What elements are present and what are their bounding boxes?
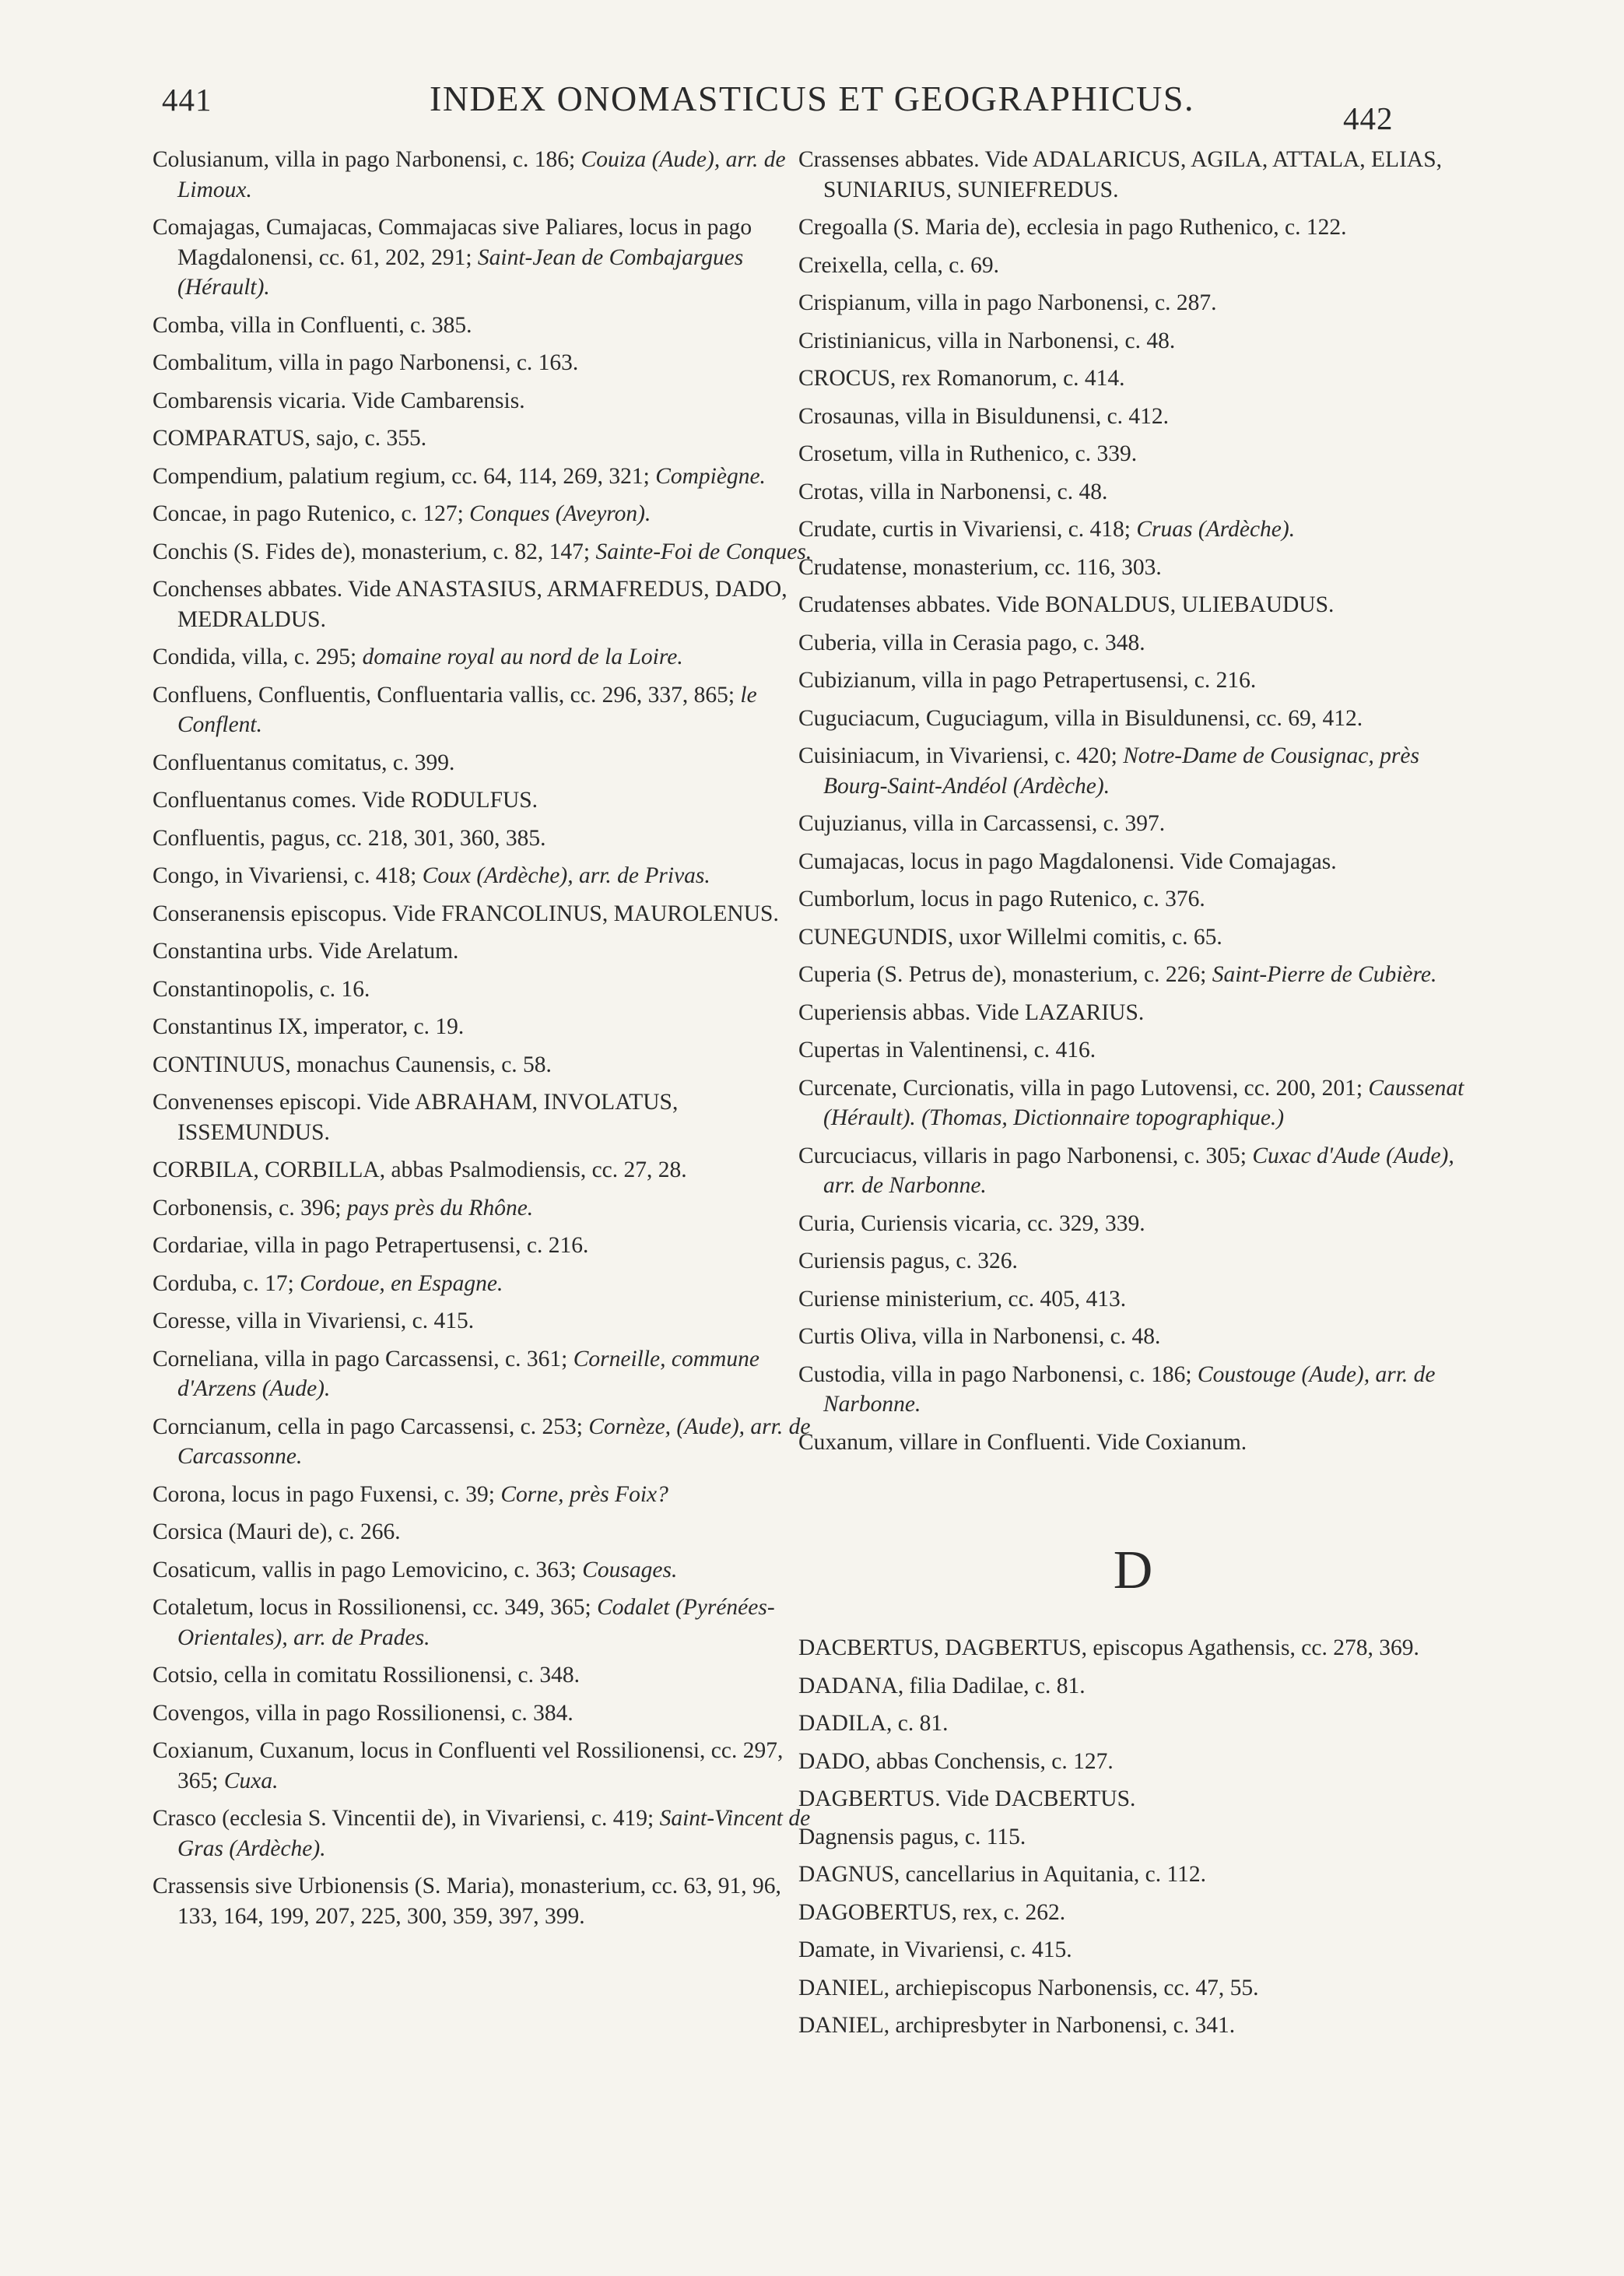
entry-text: Coresse, villa in Vivariensi, c. 415.: [153, 1308, 475, 1333]
section-letter-d: D: [1113, 1540, 1153, 1600]
index-entry: [798, 402, 1468, 432]
entry-text: Cristinianicus, villa in Narbonensi, c. 48.: [798, 328, 1176, 353]
entry-text: COMPARATUS, sajo, c. 355.: [153, 426, 427, 451]
page-number-right: 442: [1343, 100, 1394, 136]
index-entry: [153, 748, 814, 778]
index-entry: [153, 348, 814, 378]
entry-text: Confluens, Confluentis, Confluentaria vallis, cc. 296, 337, 865;: [153, 682, 735, 708]
index-entry: [153, 499, 814, 529]
index-entry: [798, 1141, 1468, 1201]
index-entry: [798, 1633, 1468, 1663]
page-number-left: 441: [162, 82, 212, 118]
entry-text: Cosaticum, vallis in pago Lemovicino, c. 363;: [153, 1557, 577, 1582]
entry-locality: Coux (Ardèche), arr. de Privas.: [422, 863, 710, 888]
index-entry: [798, 590, 1468, 620]
entry-locality: Notre-Dame de Cousignac, près Bourg-Saint-Andéol (Ardèche).: [823, 743, 1419, 799]
index-entry: [798, 288, 1468, 318]
index-entry: [798, 922, 1468, 953]
entry-text: DAGBERTUS. Vide DACBERTUS.: [798, 1786, 1136, 1811]
entry-text: CORBILA, CORBILLA, abbas Psalmodiensis, cc. 27, 28.: [153, 1157, 687, 1182]
entry-text: Crosaunas, villa in Bisuldunensi, c. 412.: [798, 403, 1170, 429]
entry-text: Cuperiensis abbas. Vide LAZARIUS.: [798, 999, 1145, 1025]
entry-locality: Cuxac d'Aude (Aude), arr. de Narbonne.: [823, 1143, 1454, 1198]
entry-text: Cuberia, villa in Cerasia pago, c. 348.: [798, 630, 1145, 655]
entry-locality: Compiègne.: [655, 463, 766, 489]
entry-text: Covengos, villa in pago Rossilionensi, c. 384.: [153, 1700, 573, 1726]
entry-text: Confluentanus comitatus, c. 399.: [153, 750, 455, 775]
entry-text: Corduba, c. 17;: [153, 1270, 294, 1296]
index-entry: [798, 477, 1468, 508]
entry-text: Conchis (S. Fides de), monasterium, c. 82, 147;: [153, 539, 591, 564]
entry-text: Curcuciacus, villaris in pago Narbonensi, c. 305;: [798, 1143, 1247, 1168]
index-entry: [798, 1246, 1468, 1277]
entry-text: Curiense ministerium, cc. 405, 413.: [798, 1286, 1127, 1312]
entry-text: Convenenses episcopi. Vide ABRAHAM, INVOLATUS, ISSEMUNDUS.: [153, 1090, 679, 1145]
index-entry: [798, 1284, 1468, 1315]
index-entry: [153, 574, 814, 634]
index-entry: [798, 326, 1468, 357]
entry-text: Crassensis sive Urbionensis (S. Maria), monasterium, cc. 63, 91, 96, 133, 164, 199, 207, 225, 300, 359, 397, 399.: [153, 1874, 781, 1929]
index-entry: [153, 975, 814, 1005]
entry-text: CROCUS, rex Romanorum, c. 414.: [798, 366, 1125, 391]
entry-locality: pays près du Rhône.: [346, 1195, 534, 1221]
index-entry: [798, 704, 1468, 734]
entry-locality: Cousages.: [582, 1557, 678, 1582]
index-entry: [153, 1087, 814, 1147]
entry-text: Creixella, cella, c. 69.: [798, 252, 1000, 278]
index-entry: [153, 1660, 814, 1691]
index-entry: [798, 847, 1468, 877]
index-entry: [153, 1050, 814, 1080]
index-entry: [798, 1973, 1468, 2004]
entry-text: Damate, in Vivariensi, c. 415.: [798, 1937, 1072, 1962]
entry-locality: Corne, près Foix?: [500, 1481, 668, 1507]
entry-locality: Cordoue, en Espagne.: [300, 1270, 503, 1296]
index-entry: [798, 1822, 1468, 1853]
index-entry: [798, 1935, 1468, 1965]
index-entry: [798, 1322, 1468, 1352]
entry-locality: Coustouge (Aude), arr. de Narbonne.: [823, 1361, 1436, 1417]
entry-text: Corsica (Mauri de), c. 266.: [153, 1519, 401, 1544]
index-entry: [153, 462, 814, 492]
entry-text: Cuisiniacum, in Vivariensi, c. 420;: [798, 743, 1117, 768]
index-entry: [798, 809, 1468, 839]
entry-text: Corneliana, villa in pago Carcassensi, c. 361;: [153, 1346, 568, 1372]
entry-locality: Cruas (Ardèche).: [1136, 517, 1296, 542]
entry-text: Crudatenses abbates. Vide BONALDUS, ULIEBAUDUS.: [798, 592, 1335, 617]
index-entry: [798, 628, 1468, 659]
index-entry: [798, 1209, 1468, 1239]
index-entry: [153, 1593, 814, 1653]
entry-text: Cotaletum, locus in Rossilionensi, cc. 349, 365;: [153, 1595, 591, 1620]
entry-locality: Saint-Vincent de Gras (Ardèche).: [177, 1806, 811, 1861]
index-entry: [153, 1804, 814, 1863]
index-entry: [798, 1428, 1468, 1458]
entry-text: DACBERTUS, DAGBERTUS, episcopus Agathensis, cc. 278, 369.: [798, 1635, 1419, 1660]
entry-locality: Caussenat (Hérault). (Thomas, Dictionnaire topographique.): [823, 1075, 1464, 1130]
index-entry: [153, 1269, 814, 1299]
entry-text: Crassenses abbates. Vide ADALARICUS, AGILA, ATTALA, ELIAS, SUNIARIUS, SUNIEFREDUS.: [798, 147, 1442, 202]
entry-text: Custodia, villa in pago Narbonensi, c. 186;: [798, 1361, 1192, 1387]
index-entry: [153, 785, 814, 816]
entry-text: Comba, villa in Confluenti, c. 385.: [153, 312, 472, 338]
entry-text: DANIEL, archipresbyter in Narbonensi, c. 341.: [798, 2013, 1236, 2038]
index-entry: [798, 1035, 1468, 1066]
index-entry: [798, 145, 1468, 205]
index-entry: [153, 1517, 814, 1547]
index-entry: [798, 666, 1468, 696]
entry-locality: Conques (Aveyron).: [469, 501, 651, 526]
index-entry: [153, 386, 814, 416]
index-entry: [798, 212, 1468, 243]
index-entry: [153, 537, 814, 567]
index-entry: [153, 311, 814, 341]
entry-text: Cuguciacum, Cuguciagum, villa in Bisuldunensi, cc. 69, 412.: [798, 705, 1363, 731]
index-entry: [798, 884, 1468, 915]
entry-text: Colusianum, villa in pago Narbonensi, c. 186;: [153, 147, 576, 172]
entry-text: DAGNUS, cancellarius in Aquitania, c. 112.: [798, 1862, 1207, 1887]
entry-text: Constantinopolis, c. 16.: [153, 976, 370, 1002]
index-entry: [153, 1698, 814, 1729]
entry-text: Cumborlum, locus in pago Rutenico, c. 376.: [798, 887, 1205, 911]
entry-locality: Cuxa.: [223, 1768, 279, 1793]
index-entry: [153, 1344, 814, 1404]
index-entry: [798, 1784, 1468, 1814]
entry-text: DADO, abbas Conchensis, c. 127.: [798, 1748, 1114, 1774]
index-entry: [798, 1747, 1468, 1777]
index-entry: [798, 1709, 1468, 1739]
entry-text: Conchenses abbates. Vide ANASTASIUS, ARMAFREDUS, DADO, MEDRALDUS.: [153, 577, 787, 632]
index-entry: [153, 936, 814, 967]
entry-locality: Sainte-Foi de Conques.: [595, 539, 812, 564]
entry-text: DADANA, filia Dadilae, c. 81.: [798, 1673, 1086, 1698]
entry-text: Crasco (ecclesia S. Vincentii de), in Vivariensi, c. 419;: [153, 1806, 654, 1831]
entry-text: Corona, locus in pago Fuxensi, c. 39;: [153, 1481, 495, 1507]
index-entry: [798, 515, 1468, 545]
entry-text: Cotsio, cella in comitatu Rossilionensi, c. 348.: [153, 1663, 580, 1688]
right-column-d: [798, 1633, 1468, 2049]
entry-text: Comajagas, Cumajacas, Commajacas sive Paliares, locus in pago Magdalonensi, cc. 61, 202, 291;: [153, 215, 752, 270]
entry-text: Cregoalla (S. Maria de), ecclesia in pago Ruthenico, c. 122.: [798, 215, 1347, 240]
page-title: INDEX ONOMASTICUS ET GEOGRAPHICUS.: [430, 79, 1194, 118]
entry-locality: Saint-Pierre de Cubière.: [1212, 962, 1437, 987]
index-entry: [798, 1671, 1468, 1702]
index-entry: [798, 1360, 1468, 1420]
entry-text: Cupertas in Valentinensi, c. 416.: [798, 1038, 1096, 1062]
entry-text: Crotas, villa in Narbonensi, c. 48.: [798, 479, 1108, 504]
entry-text: Constantina urbs. Vide Arelatum.: [153, 939, 459, 964]
index-entry: [798, 251, 1468, 281]
entry-text: Curtis Oliva, villa in Narbonensi, c. 48.: [798, 1324, 1161, 1349]
index-entry: [153, 1306, 814, 1336]
entry-text: Combarensis vicaria. Vide Cambarensis.: [153, 388, 525, 413]
entry-text: Coxianum, Cuxanum, locus in Confluenti vel Rossilionensi, cc. 297, 365;: [153, 1738, 784, 1793]
index-entry: [153, 680, 814, 740]
entry-text: Confluentis, pagus, cc. 218, 301, 360, 385.: [153, 825, 546, 851]
index-entry: [798, 364, 1468, 394]
index-entry: [153, 861, 814, 891]
entry-text: CUNEGUNDIS, uxor Willelmi comitis, c. 65.: [798, 924, 1222, 950]
index-entry: [798, 1898, 1468, 1928]
index-entry: [798, 960, 1468, 990]
index-entry: [798, 998, 1468, 1028]
index-entry: [798, 1073, 1468, 1133]
entry-text: Cuperia (S. Petrus de), monasterium, c. 226;: [798, 962, 1207, 987]
entry-text: Cuxanum, villare in Confluenti. Vide Coxianum.: [798, 1429, 1247, 1455]
index-entry: [153, 1231, 814, 1261]
entry-locality: Codalet (Pyrénées-Orientales), arr. de Prades.: [177, 1595, 775, 1650]
entry-text: Condida, villa, c. 295;: [153, 645, 357, 669]
right-column: [798, 145, 1468, 1465]
entry-text: Cubizianum, villa in pago Petrapertusensi, c. 216.: [798, 668, 1257, 693]
entry-text: Dagnensis pagus, c. 115.: [798, 1824, 1026, 1849]
entry-text: DAGOBERTUS, rex, c. 262.: [798, 1899, 1066, 1925]
index-entry: [798, 439, 1468, 469]
entry-text: Compendium, palatium regium, cc. 64, 114, 269, 321;: [153, 463, 650, 489]
index-entry: [153, 1555, 814, 1586]
index-entry: [153, 1480, 814, 1510]
entry-locality: Couiza (Aude), arr. de Limoux.: [177, 147, 786, 202]
entry-text: Cumajacas, locus in pago Magdalonensi. Vide Comajagas.: [798, 848, 1337, 874]
index-entry: [153, 145, 814, 205]
entry-locality: le Conflent.: [177, 682, 757, 737]
index-entry: [153, 212, 814, 303]
index-entry: [153, 1871, 814, 1931]
entry-text: CONTINUUS, monachus Caunensis, c. 58.: [153, 1052, 552, 1077]
index-entry: [153, 642, 814, 673]
index-entry: [153, 824, 814, 854]
entry-text: DADILA, c. 81.: [798, 1711, 949, 1736]
entry-text: Confluentanus comes. Vide RODULFUS.: [153, 788, 538, 813]
entry-text: Corbonensis, c. 396;: [153, 1195, 342, 1221]
entry-text: DANIEL, archiepiscopus Narbonensis, cc. 47, 55.: [798, 1975, 1259, 2000]
entry-text: Curcenate, Curcionatis, villa in pago Lutovensi, cc. 200, 201;: [798, 1075, 1363, 1101]
entry-text: Curia, Curiensis vicaria, cc. 329, 339.: [798, 1210, 1145, 1236]
entry-text: Crudate, curtis in Vivariensi, c. 418;: [798, 517, 1131, 542]
index-entry: [153, 423, 814, 454]
index-entry: [153, 899, 814, 929]
entry-text: Crosetum, villa in Ruthenico, c. 339.: [798, 441, 1138, 466]
index-entry: [153, 1736, 814, 1796]
entry-text: Constantinus IX, imperator, c. 19.: [153, 1014, 465, 1039]
left-column: [153, 145, 814, 1939]
index-entry: [153, 1155, 814, 1185]
index-entry: [798, 741, 1468, 801]
index-entry: [798, 2011, 1468, 2041]
entry-text: Conseranensis episcopus. Vide FRANCOLINUS, MAUROLENUS.: [153, 901, 779, 926]
entry-text: Corncianum, cella in pago Carcassensi, c. 253;: [153, 1414, 583, 1439]
entry-text: Curiensis pagus, c. 326.: [798, 1249, 1018, 1273]
entry-text: Congo, in Vivariensi, c. 418;: [153, 863, 417, 888]
entry-text: Concae, in pago Rutenico, c. 127;: [153, 501, 464, 526]
entry-text: Cujuzianus, villa in Carcassensi, c. 397.: [798, 811, 1166, 836]
entry-text: Cordariae, villa in pago Petrapertusensi, c. 216.: [153, 1233, 589, 1258]
index-entry: [798, 1860, 1468, 1890]
index-entry: [798, 553, 1468, 583]
entry-locality: Saint-Jean de Combajargues (Hérault).: [177, 244, 744, 300]
entry-text: Crudatense, monasterium, cc. 116, 303.: [798, 554, 1162, 580]
entry-locality: Corneille, commune d'Arzens (Aude).: [177, 1346, 759, 1401]
entry-locality: domaine royal au nord de la Loire.: [362, 645, 683, 669]
entry-text: Combalitum, villa in pago Narbonensi, c. 163.: [153, 350, 579, 375]
index-entry: [153, 1193, 814, 1224]
index-entry: [153, 1412, 814, 1472]
entry-locality: Cornèze, (Aude), arr. de Carcassonne.: [177, 1414, 811, 1469]
entry-text: Crispianum, villa in pago Narbonensi, c. 287.: [798, 290, 1217, 315]
index-entry: [153, 1012, 814, 1042]
